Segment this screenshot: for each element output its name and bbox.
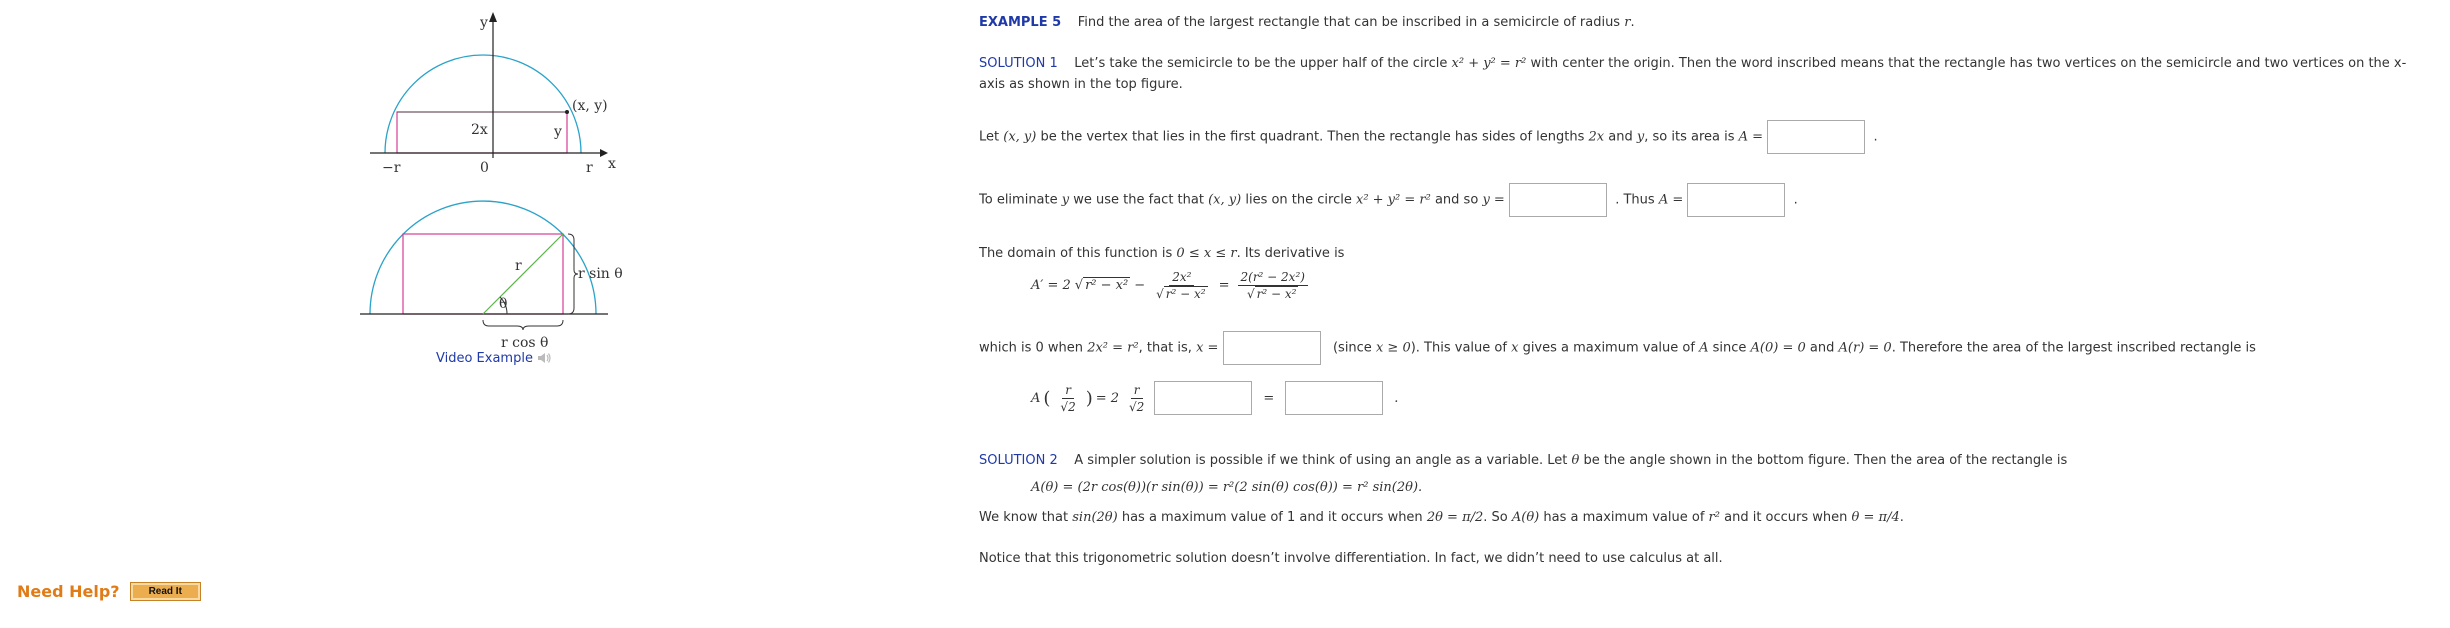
s1-p3c: lies on the circle: [1245, 192, 1352, 208]
deriv-eq: =: [1218, 278, 1230, 293]
answer-box-x[interactable]: [1223, 331, 1321, 365]
solution1-tag: SOLUTION 1: [979, 56, 1058, 71]
example-var: r: [1624, 15, 1631, 30]
top-width-label: 2x: [471, 122, 488, 138]
solution1-p4: [979, 246, 1344, 261]
s1-p3-xy: (x, y): [1208, 192, 1242, 208]
deriv-minus: −: [1134, 278, 1146, 293]
top-point-label: (x, y): [572, 98, 608, 114]
deriv-num2: 2(r² − 2x²): [1238, 270, 1308, 286]
s2-p2a: We know that: [979, 510, 1069, 525]
final-num1: r: [1062, 383, 1074, 399]
solution2-p2: [979, 510, 1904, 525]
s2-p1-theta: θ: [1571, 453, 1580, 468]
deriv-den2: r² − x²: [1256, 287, 1297, 301]
solution2-p3: Notice that this trigonometric solution doesn’t involve differentiation. In fact, we didn’t need to use calculus at all.: [979, 551, 1723, 566]
s1-p1b: with center the origin. Then the word inscribed means that the rectangle has two vertices on the semicircle and two vertices on the x-: [1530, 56, 2407, 71]
s1-p5-x: x =: [1196, 340, 1219, 356]
video-example-label: Video Example: [436, 350, 533, 366]
s1-p1c: axis as shown in the top figure.: [979, 77, 1183, 92]
bottom-rectangle: [403, 234, 563, 314]
s1-p5d: ). This value of: [1410, 340, 1507, 356]
solution1-p2: [979, 120, 1878, 155]
deriv-sqrt1: r² − x²: [1085, 278, 1129, 293]
final-den1: √2: [1060, 399, 1076, 414]
final-num2: r: [1131, 383, 1143, 399]
s1-p3b: we use the fact that: [1073, 192, 1204, 208]
solution2-p1: [979, 453, 2067, 468]
top-figure: [370, 12, 616, 176]
need-help-label: Need Help?: [17, 582, 120, 601]
s1-p3d: and so: [1434, 192, 1479, 208]
bottom-semicircle: [370, 201, 596, 314]
solution1-p5: [979, 331, 2256, 366]
final-den2: √2: [1129, 399, 1145, 414]
s1-p2-xy: (x, y): [1003, 129, 1037, 145]
answer-box-final-2[interactable]: [1285, 381, 1383, 415]
deriv-frac1: $\frac{\text{2x²}}{\text{√ r² − x²}}$: [1156, 270, 1206, 301]
s1-p5-x2: x: [1511, 340, 1519, 356]
s1-p1-eq: x² + y² = r²: [1451, 56, 1527, 71]
bottom-angle-label: θ: [499, 296, 508, 312]
top-height-label: y: [554, 124, 562, 140]
final-eq2: =: [1263, 390, 1275, 406]
video-example-link[interactable]: [436, 350, 552, 366]
s1-p2-2x: 2x: [1588, 129, 1605, 145]
deriv-num1: 2x²: [1169, 270, 1194, 286]
top-semicircle: [385, 55, 581, 153]
figures-panel: [360, 8, 623, 368]
s1-p4b: . Its derivative is: [1236, 246, 1345, 261]
final-frac1: [1057, 383, 1078, 414]
s2-p2c: . So: [1483, 510, 1508, 525]
top-y-label: y: [480, 15, 488, 31]
bottom-radius-line: [483, 234, 563, 314]
s1-p3e: . Thus: [1615, 192, 1655, 208]
deriv-lhs: A′ = 2: [1031, 278, 1071, 293]
s1-p1a: Let’s take the semicircle to be the upper half of the circle: [1074, 56, 1448, 71]
s1-p3a: To eliminate: [979, 192, 1058, 208]
s2-p2-theta: θ = π/4: [1851, 510, 1900, 525]
bottom-base-label: r cos θ: [501, 335, 549, 351]
s1-p3-end: .: [1793, 192, 1798, 208]
answer-box-area[interactable]: [1767, 120, 1865, 154]
s1-p2d: , so its area is: [1644, 129, 1735, 145]
top-x-arrow: [600, 149, 608, 157]
s2-p2f: .: [1899, 510, 1904, 525]
s1-p2b: be the vertex that lies in the first quadrant. Then the rectangle has sides of lengths: [1040, 129, 1585, 145]
s1-p3-y: y: [1061, 192, 1070, 208]
solution2-tag: SOLUTION 2: [979, 453, 1058, 468]
answer-box-area-function[interactable]: [1687, 183, 1785, 217]
bottom-base-brace: [483, 320, 563, 330]
s2-p2-r2: r²: [1708, 510, 1720, 525]
deriv-frac2: $\frac{\text{2(r² − 2x²)}}{\text{√ r² − x²}}$: [1238, 270, 1308, 301]
s1-p4a: The domain of this function is: [979, 246, 1173, 261]
read-it-button[interactable]: Read It: [130, 582, 201, 601]
speaker-icon: [536, 350, 552, 366]
s2-equation: A(θ) = (2r cos(θ))(r sin(θ)) = r²(2 sin(θ) cos(θ)) = r² sin(2θ).: [1031, 480, 1423, 495]
example-line: [979, 15, 1635, 30]
example-tag: EXAMPLE 5: [979, 15, 1062, 30]
final-frac2: [1126, 383, 1147, 414]
s1-p3-y2: y =: [1482, 192, 1505, 208]
s1-p2-y: y: [1636, 129, 1645, 145]
answer-box-final-1[interactable]: [1154, 381, 1252, 415]
s1-p5a: which is 0 when: [979, 340, 1084, 356]
need-help-bar: [17, 582, 201, 601]
deriv-den1: r² − x²: [1165, 287, 1206, 301]
solution1-p1-cont: [979, 77, 1183, 92]
example-end: .: [1630, 15, 1635, 30]
bottom-figure: [360, 201, 623, 351]
s1-p2-end: .: [1873, 129, 1878, 145]
s1-p5c: (since: [1332, 340, 1372, 356]
top-origin-label: 0: [480, 160, 489, 176]
s1-p5g: and: [1809, 340, 1835, 356]
top-y-arrow: [489, 12, 497, 22]
s1-p3-A: A =: [1658, 192, 1684, 208]
final-eq1: = 2: [1095, 390, 1120, 406]
s1-p5-Ar: A(r) = 0: [1838, 340, 1892, 356]
bottom-hyp-label: r: [515, 258, 522, 274]
answer-box-y[interactable]: [1509, 183, 1607, 217]
s1-p5h: . Therefore the area of the largest inscribed rectangle is: [1891, 340, 2256, 356]
top-x-label: x: [608, 156, 616, 172]
example-prompt: Find the area of the largest rectangle that can be inscribed in a semicircle of radius: [1077, 15, 1621, 30]
final-area-equation: A ( $\frac{r}{√2}$ ) = 2 $\frac{r}{√2}$ = .: [1031, 382, 1399, 414]
s1-p5b: , that is,: [1138, 340, 1192, 356]
final-end: .: [1394, 390, 1399, 406]
s2-p2d: has a maximum value of: [1543, 510, 1705, 525]
solution1-p1: [979, 56, 2406, 71]
s2-p1b: be the angle shown in the bottom figure. Then the area of the rectangle is: [1583, 453, 2068, 468]
s2-p2-A: A(θ): [1511, 510, 1540, 525]
bottom-side-label: r sin θ: [578, 266, 623, 282]
top-neg-r-label: −r: [382, 160, 401, 176]
s1-p5-A0: A(0) = 0: [1750, 340, 1806, 356]
s1-p5-eq: 2x² = r²: [1087, 340, 1139, 356]
s2-p2b: has a maximum value of 1 and it occurs when: [1121, 510, 1423, 525]
s1-p5-A: A: [1699, 340, 1709, 356]
semicircle-figures: [360, 8, 623, 351]
top-pos-r-label: r: [586, 160, 593, 176]
s1-p2a: Let: [979, 129, 1000, 145]
s2-p2-eq: 2θ = π/2: [1426, 510, 1484, 525]
s1-p2-A: A =: [1738, 129, 1764, 145]
solution1-p3: [979, 183, 1798, 218]
s1-p5f: since: [1712, 340, 1747, 356]
s2-p2e: and it occurs when: [1724, 510, 1848, 525]
top-vertex-point: [565, 110, 569, 114]
s1-p5e: gives a maximum value of: [1522, 340, 1695, 356]
s2-p1a: A simpler solution is possible if we think of using an angle as a variable. Let: [1074, 453, 1568, 468]
s1-p4-domain: 0 ≤ x ≤ r: [1176, 246, 1237, 261]
s1-p2c: and: [1608, 129, 1633, 145]
final-A: A: [1031, 390, 1041, 406]
s2-p2-sin: sin(2θ): [1072, 510, 1118, 525]
s1-p3-eq: x² + y² = r²: [1355, 192, 1431, 208]
derivative-equation: A′ = 2 √ r² − x² − $\frac{\text{2x²}}{\text{√ r² − x²}}$ = $\frac{\text{2(r² − 2x²)}}{\text{√ r² − x²}}$: [1031, 270, 1312, 301]
s1-p5-cond: x ≥ 0: [1375, 340, 1411, 356]
